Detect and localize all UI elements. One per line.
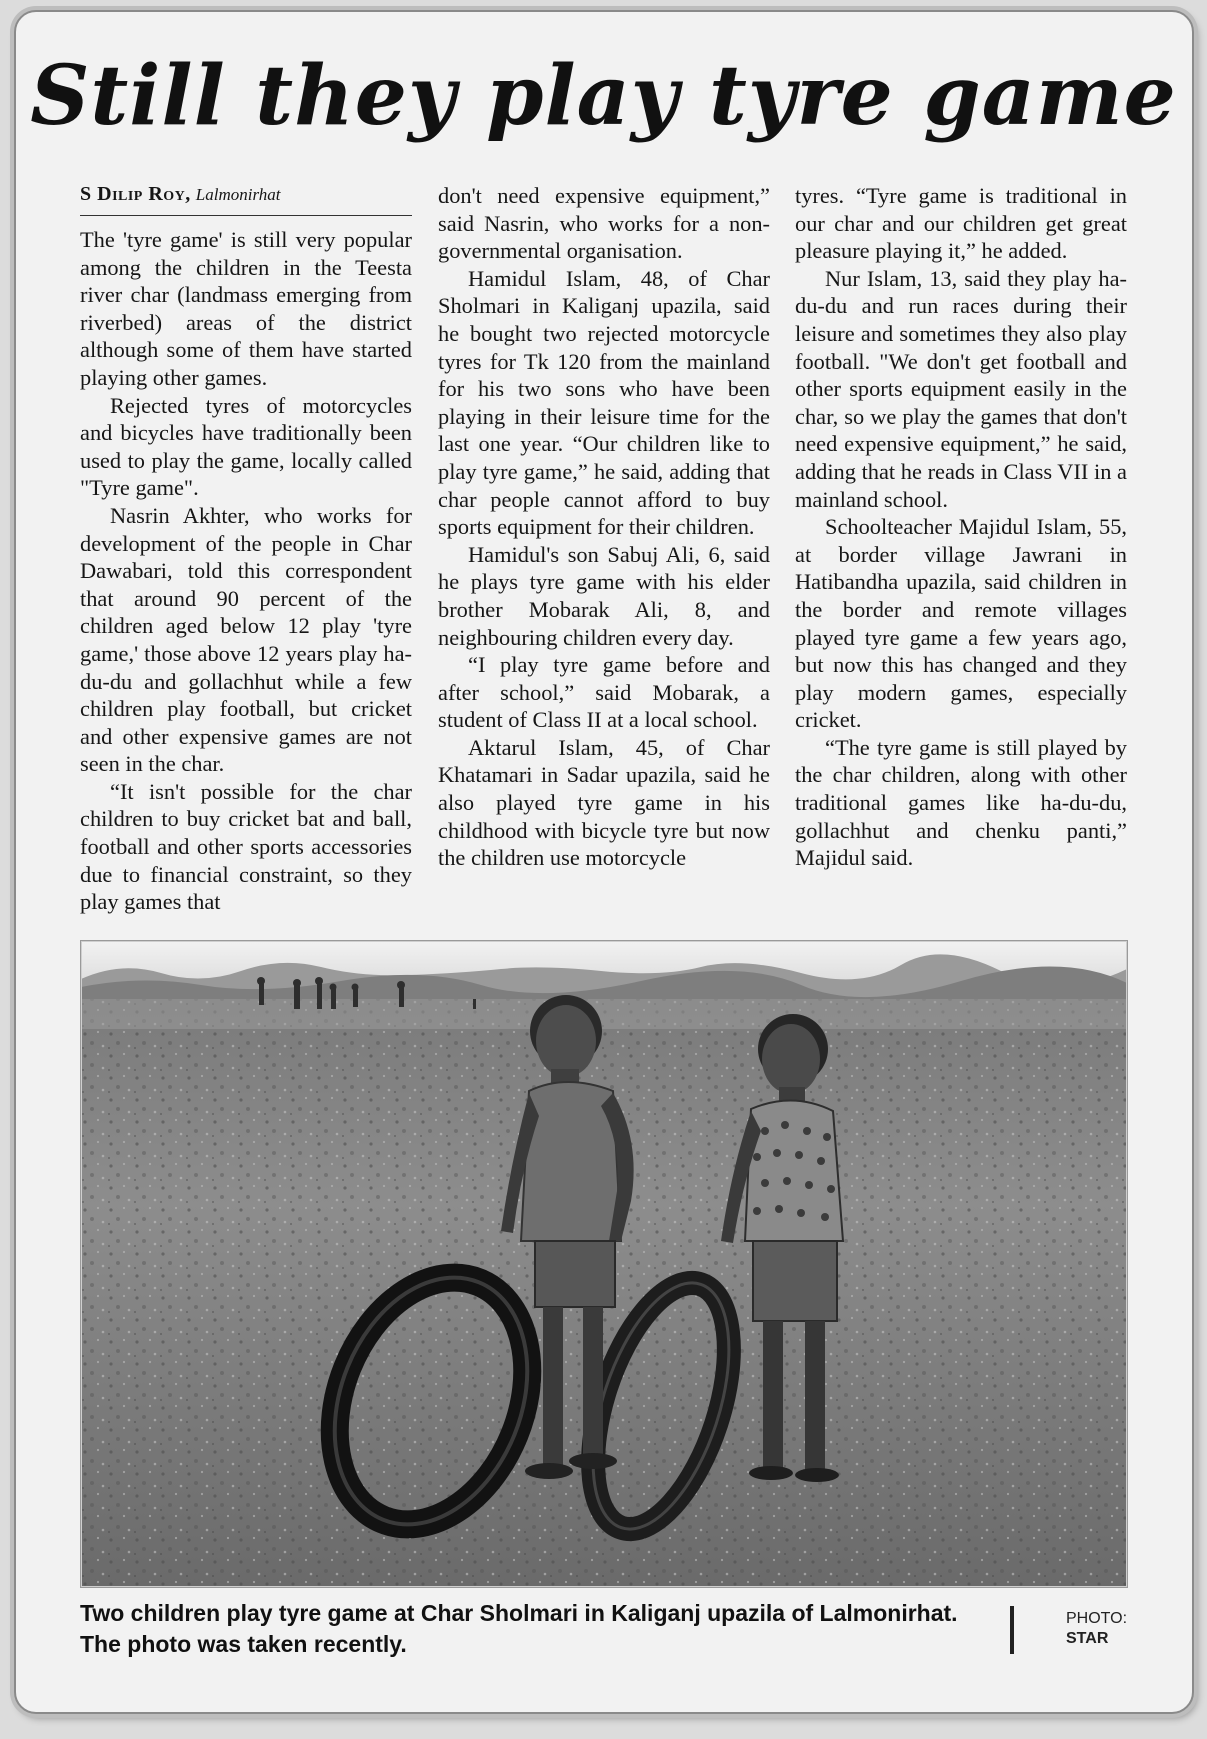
photo-credit-label: PHOTO: (1066, 1610, 1128, 1627)
paragraph: don't need expensive equipment,” said Nasrin, who works for a non-governmental organisation. (438, 183, 770, 264)
photo-credit-source: STAR (1066, 1630, 1109, 1647)
photo-caption: Two children play tyre game at Char Sholmari in Kaliganj upazila of Lalmonirhat. The photo was taken recently. (80, 1600, 958, 1657)
byline-location: Lalmonirhat (195, 185, 281, 204)
paragraph: “I play tyre game before and after school,” said Mobarak, a student of Class II at a local school. (438, 652, 770, 733)
paragraph: tyres. “Tyre game is traditional in our char and our children get great pleasure playing it,” he added. (795, 183, 1127, 264)
article-column-1 (80, 182, 412, 916)
caption-divider (1010, 1606, 1014, 1654)
paragraph: Aktarul Islam, 45, of Char Khatamari in Sadar upazila, said he also played tyre game in his childhood with bicycle tyre but now the children use motorcycle (438, 734, 770, 871)
article-column-2 (438, 182, 770, 872)
paragraph: “It isn't possible for the char children to buy cricket bat and ball, football and other sports accessories due to financial constraint, so they play games that (80, 778, 412, 915)
paragraph: Nasrin Akhter, who works for development of the people in Char Dawabari, told this correspondent that around 90 percent of the children aged below 12 play 'tyre game,' those above 12 years play ha-du-du and gollachhut while a few children play football, but cricket and other expensive games are not seen in the char. (80, 502, 412, 777)
paragraph: Schoolteacher Majidul Islam, 55, at border village Jawrani in Hatibandha upazila, said children in the border and remote villages played tyre game a few years ago, but now this has changed and they play modern games, especially cricket. (795, 514, 1127, 733)
photo-credit (1066, 1609, 1127, 1649)
byline-author: S Dilip Roy, (80, 183, 191, 205)
paragraph: “The tyre game is still played by the char children, along with other traditional games like ha-du-du, gollachhut and chenku panti,” Majidul said. (795, 734, 1127, 871)
paragraph: Rejected tyres of motorcycles and bicycles have traditionally been used to play the game, locally called "Tyre game". (80, 392, 412, 501)
paragraph: The 'tyre game' is still very popular among the children in the Teesta river char (landmass emerging from riverbed) areas of the district although some of them have started playing other games. (80, 227, 412, 390)
article-column-3 (795, 182, 1127, 872)
paragraph: Hamidul Islam, 48, of Char Sholmari in Kaliganj upazila, said he bought two rejected motorcycle tyres for Tk 120 from the mainland for his two sons who have been playing in their leisure time for the last one year. “Our children like to play tyre game,” he said, adding that char people cannot afford to buy sports equipment for their children. (438, 265, 770, 540)
byline (80, 182, 412, 216)
news-photo (80, 940, 1128, 1588)
paragraph: Hamidul's son Sabuj Ali, 6, said he plays tyre game with his elder brother Mobarak Ali, 8, and neighbouring children every day. (438, 541, 770, 650)
headline: Still they play tyre game (30, 48, 1177, 144)
paragraph: Nur Islam, 13, said they play ha-du-du and run races during their leisure and sometimes they also play football. "We don't get football and other sports equipment easily in the char, so we play the games that don't need expensive equipment,” he said, adding that he reads in Class VII in a mainland school. (795, 265, 1127, 512)
